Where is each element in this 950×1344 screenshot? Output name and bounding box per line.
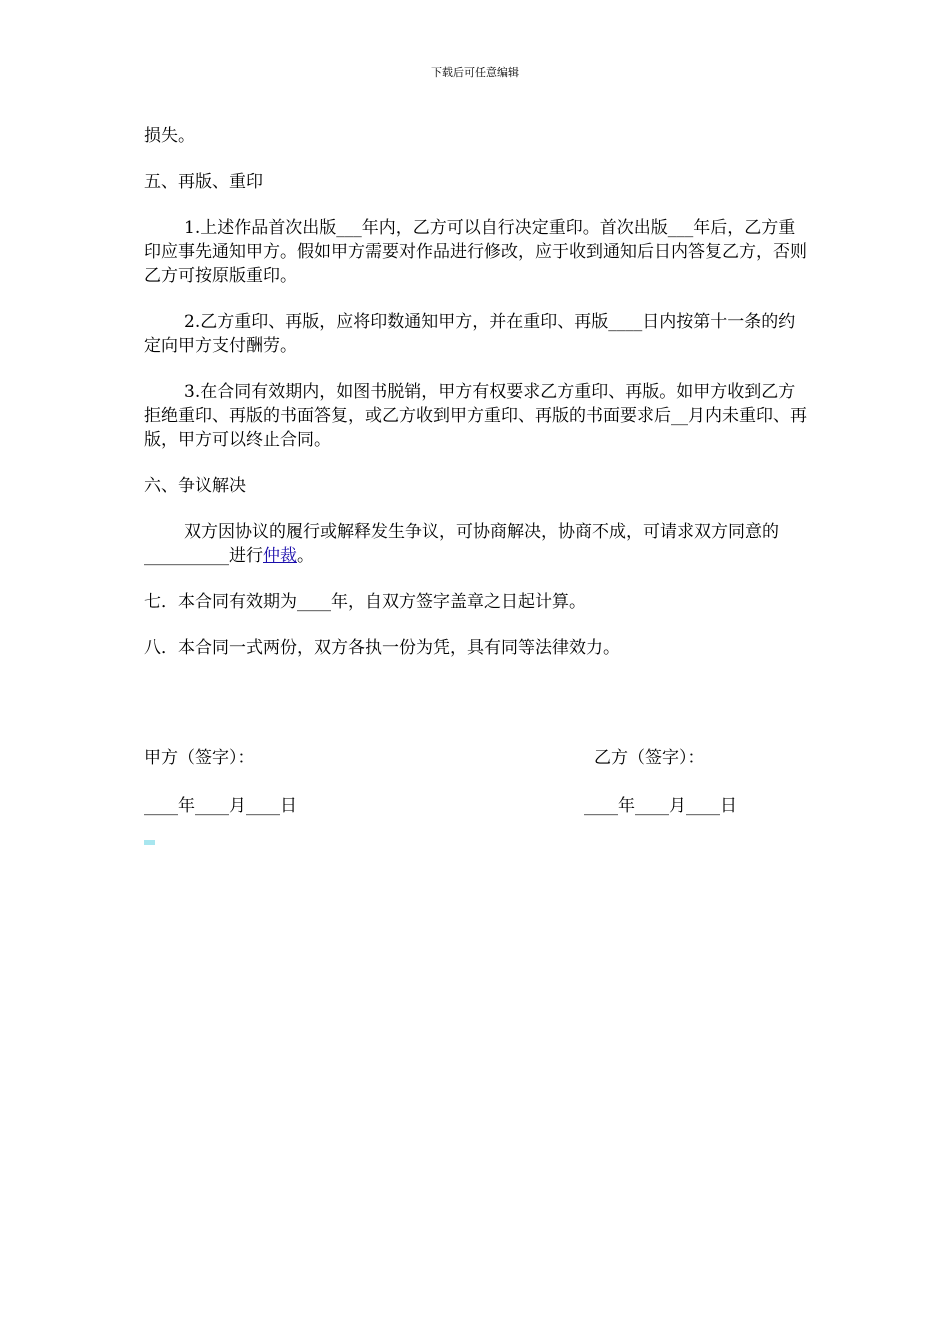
clause-text: 进行 [229, 546, 263, 566]
clause-text: 3.在合同有效期内，如图书脱销，甲方有权要求乙方重印、再版。如甲方收到乙方拒绝重印、再版的书面答复，或乙方收到甲方重印、再版的书面要求后 [144, 382, 796, 426]
clause-5-1 [144, 216, 808, 288]
section-heading-dispute: 六、争议解决 [144, 476, 246, 496]
party-a-signature-label: 甲方（签字）： [144, 748, 255, 768]
clause-text: 年后，乙方重印应事先通知甲方。假如甲方需要对作品进行修改，应于收到通知后日内答复乙方，否则乙方可按原版重印。 [144, 218, 807, 286]
party-a-date: ____年____月____日 [144, 796, 297, 816]
fill-blank: __________ [144, 546, 229, 566]
clause-text: 双方因协议的履行或解释发生争议，可协商解决，协商不成，可请求双方同意的 [184, 522, 779, 542]
clause-8: 八．本合同一式两份，双方各执一份为凭，具有同等法律效力。 [144, 638, 620, 658]
fill-blank: __ [671, 406, 688, 426]
party-b-date: ____年____月____日 [584, 796, 737, 816]
fill-blank: ___ [336, 218, 362, 238]
clause-text: 。 [297, 546, 314, 566]
clause-6 [144, 520, 808, 568]
clause-text: 年，自双方签字盖章之日起计算。 [331, 592, 586, 612]
clause-text: 月内未重印、再版，甲方可以终止合同。 [144, 406, 807, 450]
fill-blank: ____ [297, 592, 331, 612]
document-body [144, 124, 808, 660]
clause-5-3 [144, 380, 808, 452]
clause-text: 年内，乙方可以自行决定重印。首次出版 [361, 218, 668, 238]
clause-text: 七．本合同有效期为 [144, 592, 297, 612]
arbitration-link[interactable]: 仲裁 [263, 546, 297, 566]
section-heading-reprint: 五、再版、重印 [144, 172, 263, 192]
fill-blank: ____ [608, 312, 643, 332]
paragraph-continuation: 损失。 [144, 126, 195, 146]
clause-5-2 [144, 310, 808, 358]
party-b-signature-label: 乙方（签字）： [594, 748, 705, 768]
text-cursor-marker [144, 840, 155, 845]
clause-text: 2.乙方重印、再版，应将印数通知甲方，并在重印、再版 [184, 312, 609, 332]
clause-7 [144, 590, 808, 614]
page-header: 下载后可任意编辑 [431, 66, 519, 79]
clause-text: 1.上述作品首次出版 [184, 218, 337, 238]
clause-text: 日内按第十一条的约定向甲方支付酬劳。 [144, 312, 796, 356]
fill-blank: ___ [667, 218, 694, 238]
